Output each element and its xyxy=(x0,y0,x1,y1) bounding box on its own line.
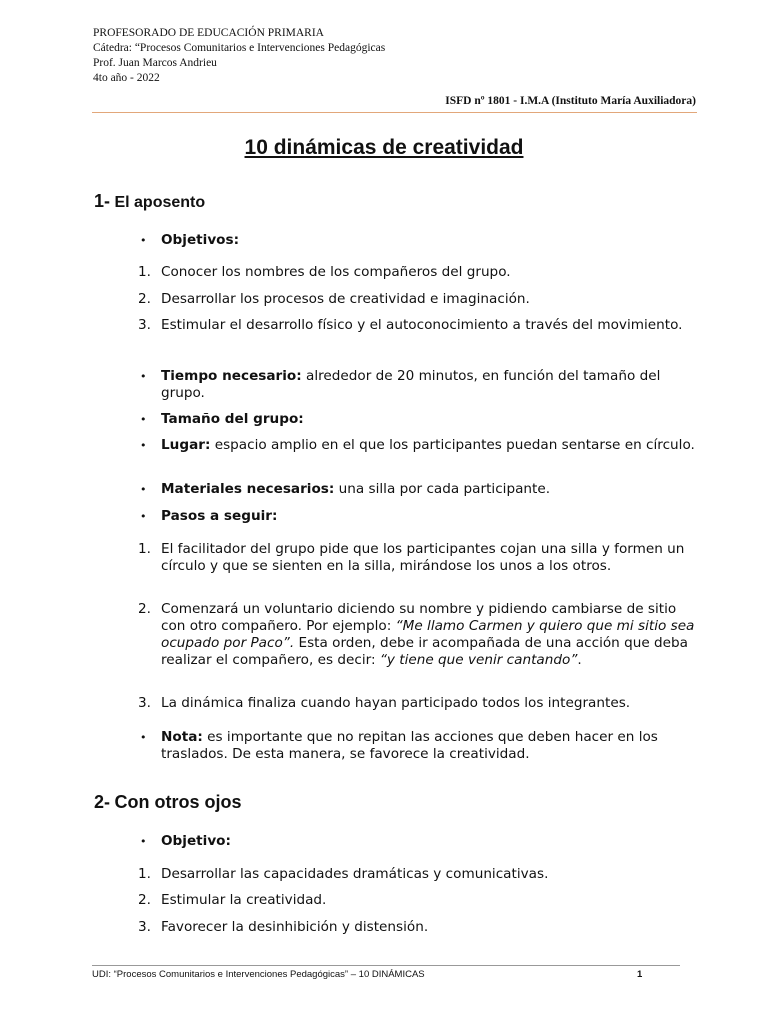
page-number: 1 xyxy=(637,969,643,980)
example-quote: “Me llamo Carmen y quiero que mi sitio sea ocupado por Paco”. xyxy=(161,618,695,651)
footer-text: UDI: “Procesos Comunitarios e Intervenciones Pedagógicas” – 10 DINÁMICAS xyxy=(92,969,425,980)
footer-divider xyxy=(92,965,680,966)
bullet-marker: • xyxy=(140,234,147,247)
section-1-heading xyxy=(94,191,205,212)
section-1-title: El aposento xyxy=(114,194,206,211)
header-institution: ISFD nº 1801 - I.M.A (Instituto María Auxiliadora) xyxy=(445,95,696,107)
page-title: 10 dinámicas de creatividad xyxy=(244,136,524,159)
example-quote: “y tiene que venir cantando” xyxy=(379,652,578,668)
header-course: Cátedra: “Procesos Comunitarios e Intervenciones Pedagógicas xyxy=(93,42,386,54)
header-program: PROFESORADO DE EDUCACIÓN PRIMARIA xyxy=(93,27,324,39)
section-2-title: Con otros ojos xyxy=(114,792,242,812)
header-professor: Prof. Juan Marcos Andrieu xyxy=(93,57,217,69)
header-divider xyxy=(92,112,697,113)
document-header xyxy=(93,26,385,86)
section-2-number: 2- xyxy=(94,792,111,812)
section-1-number: 1- xyxy=(94,191,111,211)
header-year: 4to año - 2022 xyxy=(93,72,160,84)
section-2-heading xyxy=(94,792,241,813)
